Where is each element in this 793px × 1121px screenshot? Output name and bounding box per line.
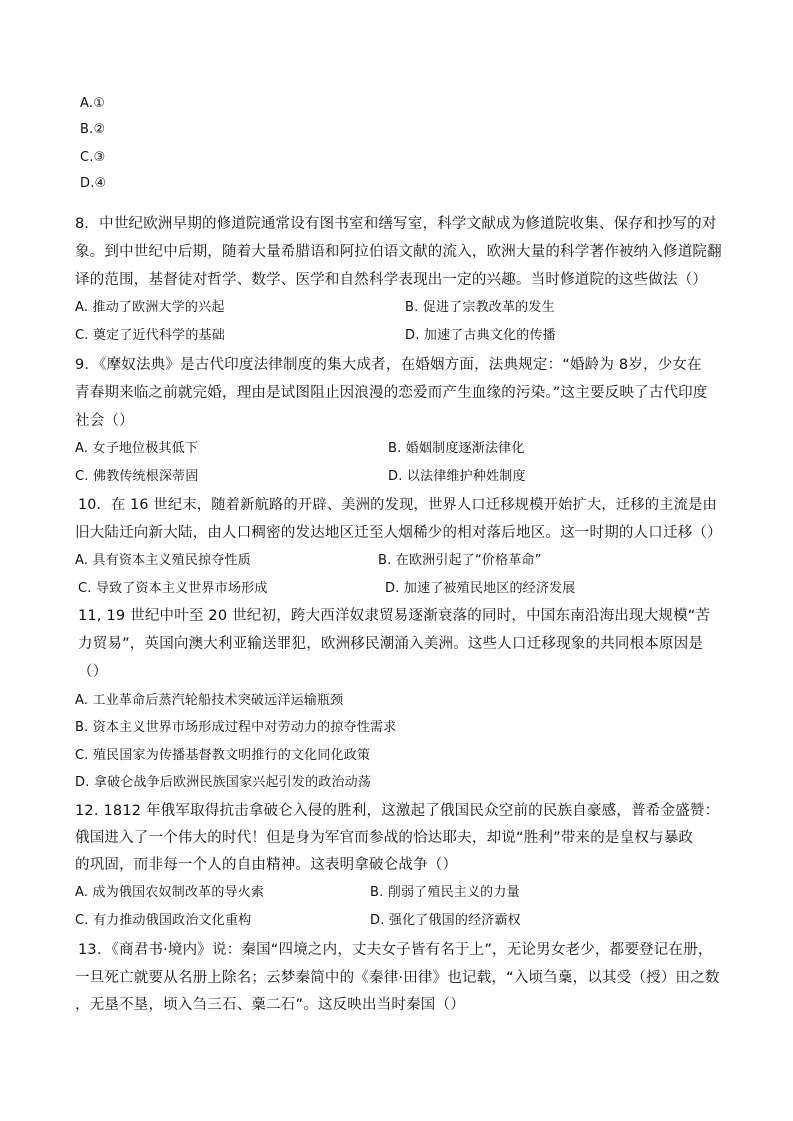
prev-option-a: A.① [80,96,106,111]
q9-option-d: D. 以法律维护种姓制度 [388,469,526,484]
q10-stem-line-1: 10．在 16 世纪末，随着新航路的开辟、美洲的发现，世界人口迁移规模开始扩大，迁移的主流是由 [78,497,717,513]
q10-option-d: D. 加速了被殖民地区的经济发展 [385,581,576,596]
q9-stem-line-2: 青春期来临之前就完婚，理由是试图阻止因浪漫的恋爱而产生血缘的污染。”这主要反映了古代印度 [75,385,708,401]
q12-option-a: A. 成为俄国农奴制改革的导火索 [75,885,265,900]
q12-stem-line-2: 俄国进入了一个伟大的时代！但是身为军官而参战的恰达耶夫，却说“胜利”带来的是皇权与暴政 [75,830,694,846]
q11-option-b: B. 资本主义世界市场形成过程中对劳动力的掠夺性需求 [75,720,397,735]
q10-stem-line-2: 旧大陆迁向新大陆，由人口稠密的发达地区迁至人烟稀少的相对落后地区。这一时期的人口迁移（） [75,525,722,541]
q12-stem-line-1: 12. 1812 年俄军取得抗击拿破仑入侵的胜利，这激起了俄国民众空前的民族自豪感，普希金盛赞： [75,803,720,819]
q11-option-c: C. 殖民国家为传播基督教文明推行的文化同化政策 [75,748,371,763]
q13-stem-line-2: 一旦死亡就要从名册上除名；云梦秦简中的《秦律·田律》也记载，“入顷刍稾，以其受（授）田之数 [75,970,720,986]
q9-stem-line-1: 9．《摩奴法典》是古代印度法律制度的集大成者，在婚姻方面，法典规定：“婚龄为 8岁，少女在 [75,357,702,373]
prev-option-c: C.③ [80,150,106,165]
q8-stem-line-1: 8．中世纪欧洲早期的修道院通常设有图书室和缮写室，科学文献成为修道院收集、保存和抄写的对 [75,216,717,232]
q11-stem-line-3: （） [78,664,108,680]
q13-stem-line-3: ，无垦不垦，顷入刍三石、稾二石”。这反映出当时秦国（） [75,997,465,1013]
q11-stem-line-1: 11, 19 世纪中叶至 20 世纪初，跨大西洋奴隶贸易逐渐衰落的同时，中国东南沿海出现大规模“苦 [78,608,711,624]
q11-option-d: D. 拿破仑战争后欧洲民族国家兴起引发的政治动荡 [75,775,372,790]
q12-option-d: D. 强化了俄国的经济霸权 [370,913,521,928]
q9-option-c: C. 佛教传统根深蒂固 [75,469,199,484]
q10-option-b: B. 在欧洲引起了“价格革命” [378,553,542,568]
q8-option-c: C. 奠定了近代科学的基础 [75,328,225,343]
q8-option-a: A. 推动了欧洲大学的兴起 [75,300,225,315]
prev-option-b: B.② [80,122,106,137]
q10-option-a: A. 具有资本主义殖民掠夺性质 [75,553,251,568]
q9-option-a: A. 女子地位极其低下 [75,441,199,456]
q9-stem-line-3: 社会（） [75,413,134,429]
q8-stem-line-2: 象。到中世纪中后期，随着大量希腊语和阿拉伯语文献的流入，欧洲大量的科学著作被纳入修道院翻 [75,244,722,260]
q12-stem-line-3: 的巩固，而非每一个人的自由精神。这表明拿破仑战争（） [75,857,458,873]
q11-option-a: A. 工业革命后蒸汽轮船技术突破远洋运输瓶颈 [75,693,344,708]
prev-option-d: D.④ [80,176,107,191]
q8-stem-line-3: 译的范围，基督徒对哲学、数学、医学和自然科学表现出一定的兴趣。当时修道院的这些做法（） [75,272,708,288]
q8-option-b: B. 促进了宗教改革的发生 [405,300,555,315]
q12-option-c: C. 有力推动俄国政治文化重构 [75,913,252,928]
q10-option-c: C. 导致了资本主义世界市场形成 [78,581,268,596]
q13-stem-line-1: 13．《商君书·境内》说：秦国“四境之内，丈夫女子皆有名于上”，无论男女老少，都要登记在册， [78,942,713,958]
q9-option-b: B. 婚姻制度逐渐法律化 [388,441,525,456]
q12-option-b: B. 削弱了殖民主义的力量 [370,885,520,900]
q8-option-d: D. 加速了古典文化的传播 [405,328,556,343]
q11-stem-line-2: 力贸易”，英国向澳大利亚输送罪犯，欧洲移民潮涌入美洲。这些人口迁移现象的共同根本原因是 [78,636,704,652]
